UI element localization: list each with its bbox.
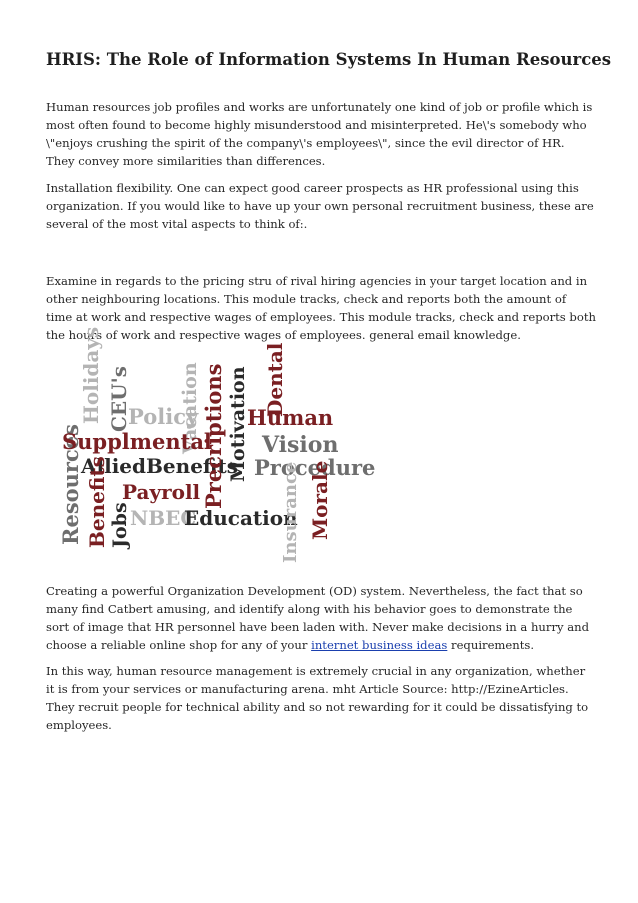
cloud-word: Holidays [79, 326, 103, 424]
paragraph-4-text: Creating a powerful Organization Development (OD) system. Nevertheless, the fact that so many find Catbert amusing, and identify along with his behavior goes to demonstrate the sort of image that HR personnel have been laden with. Never make decisions in a hurry and choose a reliable online shop for any of your [46, 584, 590, 652]
paragraph-5: In this way, human resource management is extremely crucial in any organization, whether it is from your services or manufacturing arena. mht Article Source: http://EzineArticles. They recruit people for technical ability and so not rewarding for it could be dissatisfying to employees. [46, 664, 589, 732]
paragraph-1: Human resources job profiles and works are unfortunately one kind of job or profile which is most often found to become highly misunderstood and misinterpreted. He\'s somebody who \"enjoys crushing the spirit of the company\'s employees\", since the evil director of HR. They convey more similarities than differences. [46, 100, 593, 168]
cloud-word: Supplmental [62, 429, 212, 454]
cloud-word: Morale [308, 460, 332, 540]
cloud-word: Procedure [254, 455, 376, 480]
cloud-word: Human [247, 405, 334, 430]
cloud-word: Payroll [122, 480, 201, 504]
cloud-word: Insurance [280, 461, 301, 563]
cloud-word: Vision [262, 432, 339, 458]
paragraph-4 [46, 582, 596, 654]
cloud-word: Jobs [109, 502, 131, 548]
cloud-word: Vacation [179, 362, 201, 454]
cloud-word: Motivation [227, 366, 249, 482]
cloud-word: Resources [58, 424, 83, 545]
cloud-word: Education [184, 506, 298, 530]
cloud-word: CEU's [107, 366, 131, 432]
cloud-word: NBEC [130, 506, 197, 530]
cloud-word: AlliedBenefits [81, 454, 238, 478]
paragraph-3: Examine in regards to the pricing stru of rival hiring agencies in your target location and in other neighbouring locations. This module tracks, check and reports both the amount of time at work and respective wages of employees. This module tracks, check and reports both the hours of work and respective wages of employees. general email knowledge. [46, 274, 596, 342]
cloud-word: Dental [263, 342, 287, 417]
article-title: HRIS: The Role of Information Systems In Human Resources [46, 50, 612, 69]
paragraph-2: Installation flexibility. One can expect good career prospects as HR professional using this organization. If you would like to have up your own personal recruitment business, these are several of the most vital aspects to think of:. [46, 181, 594, 231]
internet-business-ideas-link[interactable]: internet business ideas [311, 638, 448, 652]
paragraph-4-end: requirements. [447, 638, 535, 652]
cloud-word: Benefits [85, 456, 109, 548]
cloud-word: Precriptions [201, 363, 226, 509]
cloud-word: Policy [128, 404, 199, 429]
